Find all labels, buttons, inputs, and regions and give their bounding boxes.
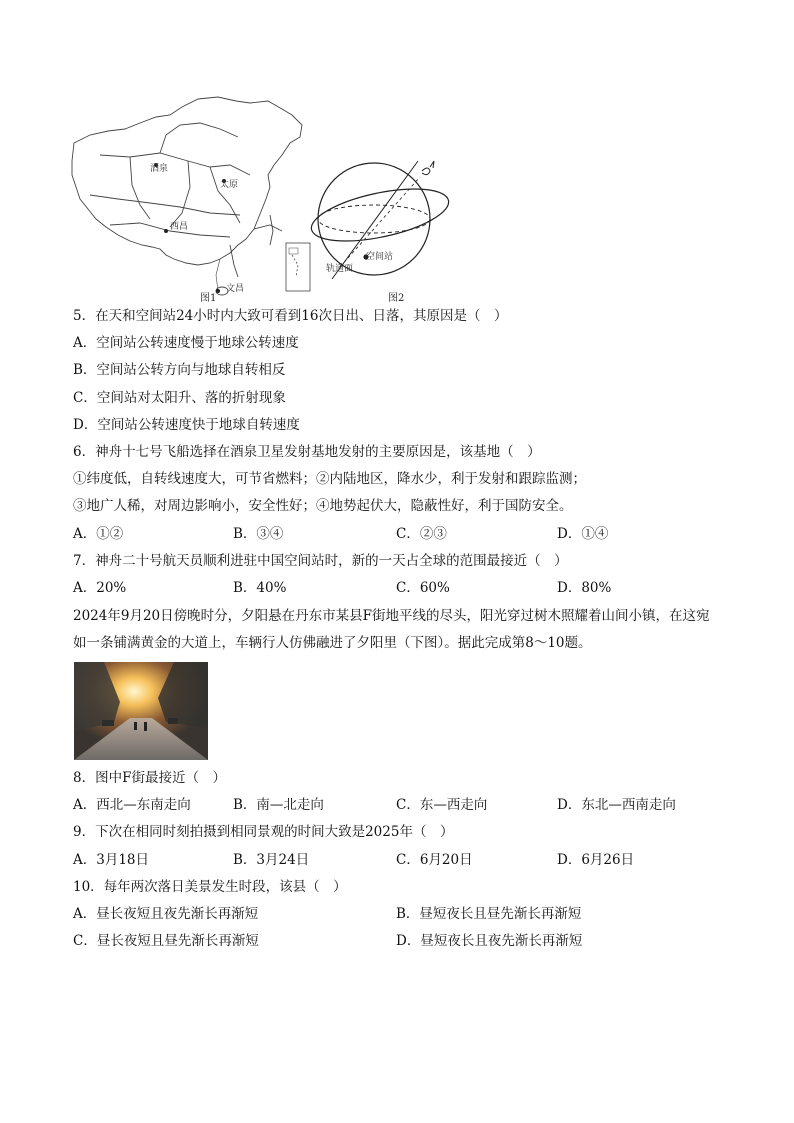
- q9-option-a: A．3月18日: [73, 852, 150, 868]
- south-china-sea-inset: [286, 243, 310, 291]
- passage-line-1: 2024年9月20日傍晚时分，夕阳悬在丹东市某县F街地平线的尽头，阳光穿过树木照耀着山间小镇，在这宛: [73, 608, 710, 624]
- q9-stem: 9．下次在相同时刻拍摄到相同景观的时间大致是2025年（ ）: [73, 824, 454, 840]
- label-taiyuan: 太原: [220, 180, 239, 190]
- label-orbit-plane: 轨道面: [326, 264, 354, 274]
- q6-option-d: D．①④: [557, 526, 609, 542]
- china-map-and-orbit-figure: [70, 95, 470, 305]
- q8-option-b: B．南—北走向: [233, 797, 324, 813]
- figure-group: [70, 95, 470, 305]
- fig1-caption: 图1: [200, 293, 217, 304]
- q9-option-b: B．3月24日: [233, 852, 310, 868]
- sunset-street-photo: [74, 662, 208, 760]
- orbit-ellipse: [307, 179, 453, 251]
- passage-line-2: 如一条铺满黄金的大道上，车辆行人仿佛融进了夕阳里（下图）。据此完成第8～10题。: [73, 635, 592, 651]
- q8-stem: 8．图中F街最接近（ ）: [73, 770, 226, 786]
- q5-option-c: C．空间站对太阳升、落的折射现象: [73, 390, 286, 406]
- q7-option-b: B．40%: [233, 580, 287, 596]
- q5-stem: 5．在天和空间站24小时内大致可看到16次日出、日落，其原因是（ ）: [73, 308, 508, 324]
- q10-option-d: D．昼短夜长且夜先渐长再渐短: [396, 933, 583, 949]
- q8-option-c: C．东—西走向: [396, 797, 488, 813]
- fig2-caption: 图2: [388, 293, 405, 304]
- wenchang-marker: [216, 289, 220, 293]
- q9-option-d: D．6月26日: [557, 852, 635, 868]
- xichang-marker: [164, 229, 168, 233]
- q7-stem: 7．神舟二十号航天员顺利进驻中国空间站时，新的一天占全球的范围最接近（ ）: [73, 553, 568, 569]
- q10-option-a: A．昼长夜短且夜先渐长再渐短: [73, 906, 259, 922]
- q6-statements-1: ①纬度低，自转线速度大，可节省燃料；②内陆地区，降水少，利于发射和跟踪监测；: [73, 471, 586, 487]
- q9-option-c: C．6月20日: [396, 852, 473, 868]
- label-jiuquan: 酒泉: [150, 164, 169, 174]
- q6-stem: 6．神舟十七号飞船选择在酒泉卫星发射基地发射的主要原因是，该基地（ ）: [73, 444, 541, 460]
- q8-option-a: A．西北—东南走向: [73, 797, 191, 813]
- china-map: [72, 97, 302, 295]
- label-xichang: 西昌: [170, 222, 189, 232]
- label-station: 空间站: [366, 252, 394, 262]
- label-wenchang: 文昌: [226, 284, 245, 294]
- q10-stem: 10．每年两次落日美景发生时段，该县（ ）: [73, 879, 347, 895]
- q5-option-b: B．空间站公转方向与地球自转相反: [73, 362, 286, 378]
- q10-option-c: C．昼长夜短且昼先渐长再渐短: [73, 933, 259, 949]
- q7-option-a: A．20%: [73, 580, 127, 596]
- q7-option-d: D．80%: [557, 580, 612, 596]
- rotation-arrow: [422, 168, 430, 175]
- q5-option-a: A．空间站公转速度慢于地球公转速度: [73, 335, 299, 351]
- q10-option-b: B．昼短夜长且昼先渐长再渐短: [396, 906, 582, 922]
- q7-option-c: C．60%: [396, 580, 450, 596]
- q6-option-a: A．①②: [73, 526, 124, 542]
- q5-option-d: D．空间站公转速度快于地球自转速度: [73, 417, 300, 433]
- q6-option-c: C．②③: [396, 526, 447, 542]
- q6-statements-2: ③地广人稀，对周边影响小，安全性好；④地势起伏大，隐蔽性好，利于国防安全。: [73, 498, 573, 514]
- q8-option-d: D．东北—西南走向: [557, 797, 676, 813]
- q6-option-b: B．③④: [233, 526, 284, 542]
